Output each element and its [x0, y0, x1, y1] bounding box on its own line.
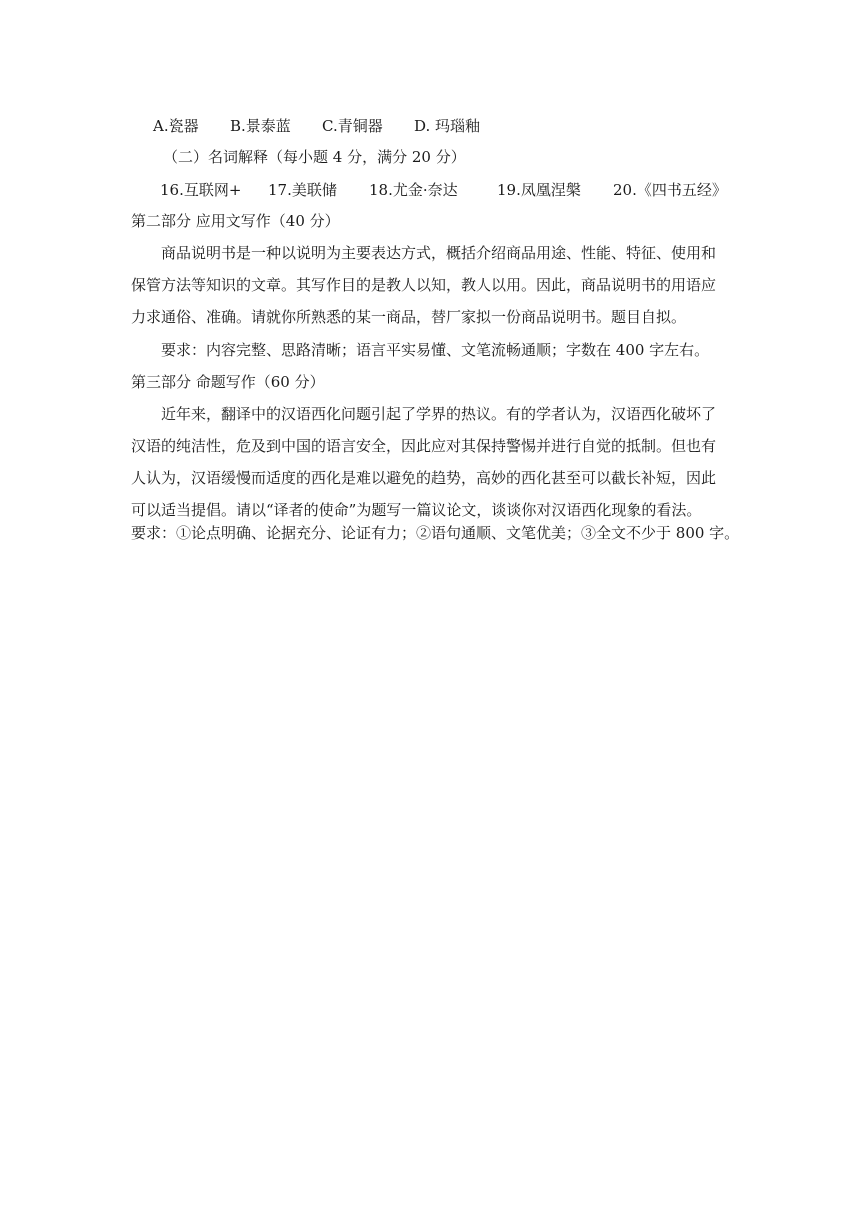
part3-requirement: 要求：①论点明确、论据充分、论证有力；②语句通顺、文笔优美；③全文不少于 800 字。 — [131, 524, 740, 542]
part2-requirement: 要求：内容完整、思路清晰；语言平实易懂、文笔流畅通顺；字数在 400 字左右。 — [161, 341, 710, 359]
part2-paragraph-line: 力求通俗、准确。请就你所熟悉的某一商品，替厂家拟一份商品说明书。题目自拟。 — [131, 308, 687, 326]
choice-b: B.景泰蓝 — [230, 117, 291, 135]
part3-paragraph-line: 人认为，汉语缓慢而适度的西化是难以避免的趋势，高妙的西化甚至可以截长补短，因此 — [131, 469, 717, 487]
part2-paragraph-line: 保管方法等知识的文章。其写作目的是教人以知，教人以用。因此，商品说明书的用语应 — [131, 276, 717, 294]
part3-heading: 第三部分 命题写作（60 分） — [131, 373, 325, 391]
part3-paragraph-line: 汉语的纯洁性，危及到中国的语言安全，因此应对其保持警惕并进行自觉的抵制。但也有 — [131, 437, 717, 455]
part3-paragraph-line: 可以适当提倡。请以“译者的使命”为题写一篇议论文，谈谈你对汉语西化现象的看法。 — [131, 501, 702, 519]
term-item: 17.美联储 — [268, 181, 337, 199]
choice-c: C.青铜器 — [322, 117, 383, 135]
term-item: 20.《四书五经》 — [613, 181, 727, 199]
choice-a: A.瓷器 — [153, 117, 199, 135]
part2-paragraph-line: 商品说明书是一种以说明为主要表达方式，概括介绍商品用途、性能、特征、使用和 — [161, 244, 717, 262]
term-item: 16.互联网+ — [160, 181, 242, 199]
terms-heading: （二）名词解释（每小题 4 分，满分 20 分） — [163, 148, 466, 166]
term-item: 18.尤金·奈达 — [369, 181, 458, 199]
term-item: 19.凤凰涅槃 — [497, 181, 581, 199]
part3-paragraph-line: 近年来，翻译中的汉语西化问题引起了学界的热议。有的学者认为，汉语西化破坏了 — [161, 405, 717, 423]
part2-heading: 第二部分 应用文写作（40 分） — [131, 212, 340, 230]
choice-d: D. 玛瑙釉 — [414, 117, 481, 135]
